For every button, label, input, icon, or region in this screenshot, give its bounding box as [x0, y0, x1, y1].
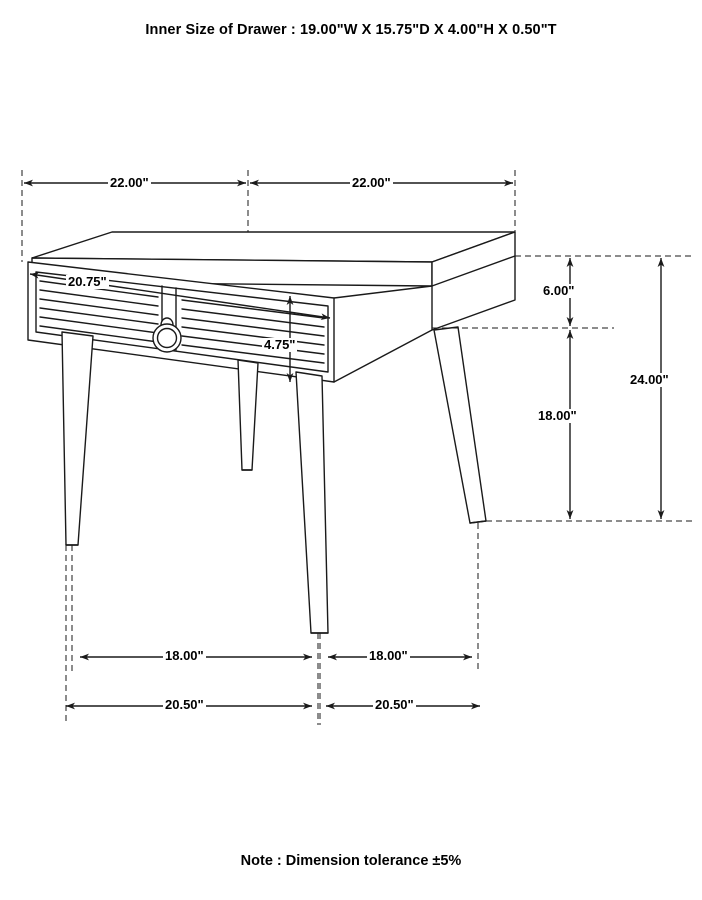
page-title: Inner Size of Drawer : 19.00"W X 15.75"D X 4.00"H X 0.50"T	[145, 22, 557, 38]
dim-drawer-height: 4.75"	[264, 337, 296, 352]
dim-bottom-outer-right: 20.50"	[375, 697, 414, 712]
dim-bottom-inner-left: 18.00"	[165, 648, 204, 663]
dim-bottom-outer-left: 20.50"	[165, 697, 204, 712]
tolerance-note: Note : Dimension tolerance ±5%	[240, 853, 462, 869]
dim-top-left-width: 22.00"	[110, 175, 149, 190]
dim-apron-height: 6.00"	[543, 283, 575, 298]
table-body	[28, 232, 515, 633]
dim-total-height: 24.00"	[630, 372, 669, 387]
dim-leg-height: 18.00"	[538, 408, 577, 423]
dim-bottom-inner-right: 18.00"	[369, 648, 408, 663]
dim-top-right-width: 22.00"	[352, 175, 391, 190]
dim-drawer-width: 20.75"	[68, 274, 107, 289]
